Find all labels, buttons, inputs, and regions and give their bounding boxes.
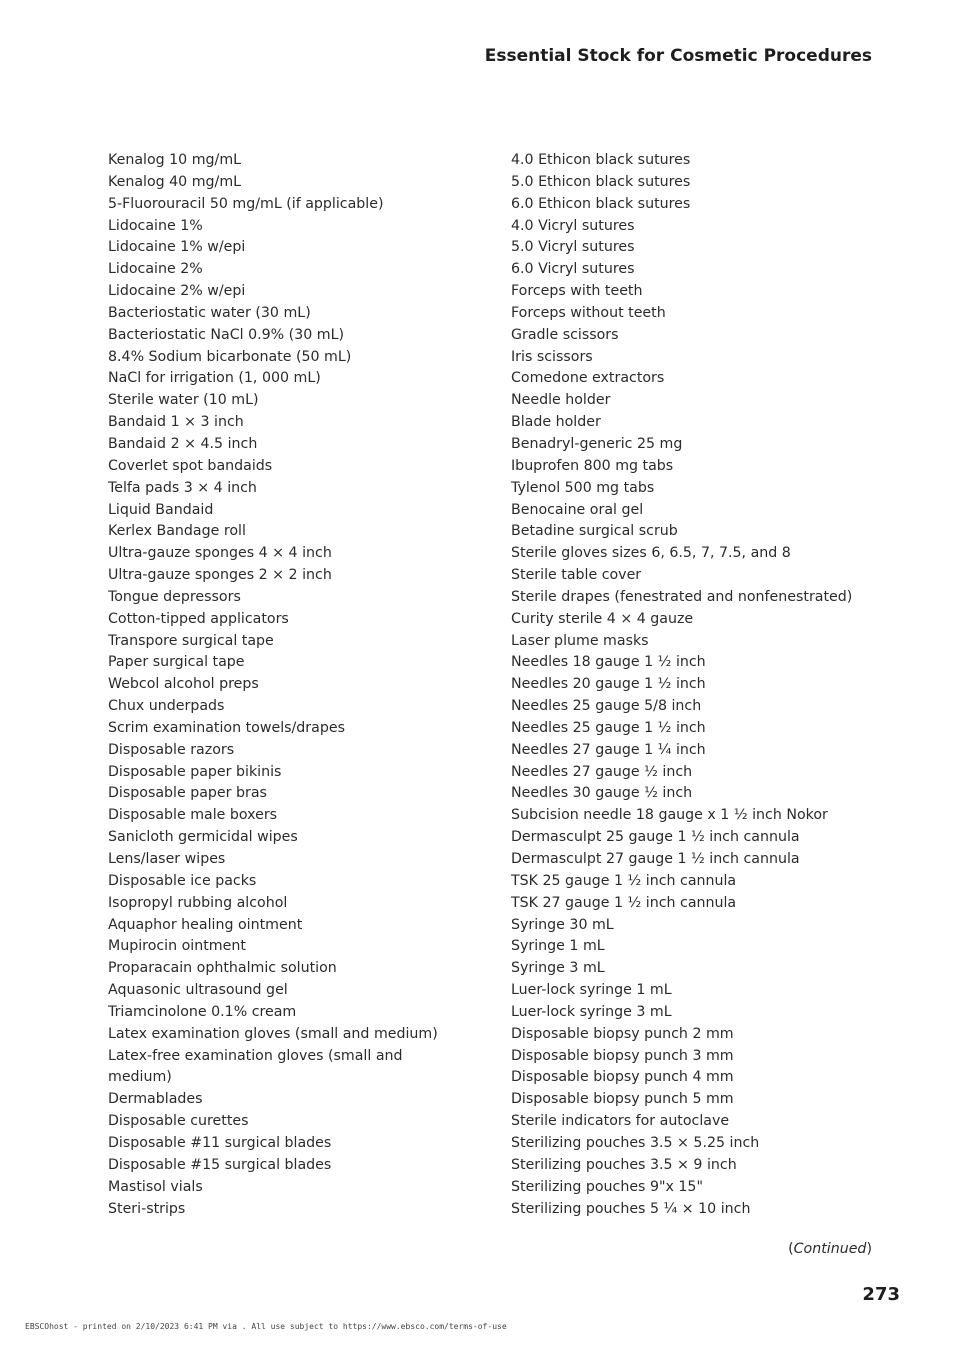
right-stock-list [511,150,871,1220]
list-item: Disposable biopsy punch 5 mm [511,1091,734,1108]
list-item: Lidocaine 1% w/epi [108,239,246,256]
list-item: Scrim examination towels/drapes [108,719,345,736]
list-item: Gradle scissors [511,326,619,343]
continued-note [788,1241,872,1257]
list-item: Sterile table cover [511,567,642,584]
list-item: Laser plume masks [511,632,649,649]
list-item: 4.0 Ethicon black sutures [511,152,691,168]
list-item: Tongue depressors [108,588,241,605]
list-item: Lidocaine 2% w/epi [108,283,246,300]
list-item: Benadryl-generic 25 mg [511,435,683,452]
list-item: Curity sterile 4 × 4 gauze [511,610,694,627]
list-item: Cotton-tipped applicators [108,610,289,627]
list-item: Kenalog 10 mg/mL [108,152,242,168]
list-item: Triamcinolone 0.1% cream [108,1003,297,1020]
list-item: Lens/laser wipes [108,851,226,867]
list-item: Chux underpads [108,698,225,715]
list-item: Disposable biopsy punch 2 mm [511,1025,734,1042]
list-item: medium) [108,1069,172,1086]
list-item: Syringe 3 mL [511,960,605,977]
list-item: Sterile indicators for autoclave [511,1113,730,1130]
list-item: Lidocaine 1% [108,217,203,234]
list-item: Sterile drapes (fenestrated and nonfenestrated) [511,588,853,605]
list-item: Syringe 30 mL [511,916,614,933]
list-item: TSK 27 gauge 1 ½ inch cannula [511,894,737,911]
list-item: Aquaphor healing ointment [108,916,303,933]
list-item: Sanicloth germicidal wipes [108,829,298,846]
list-item: Dermasculpt 27 gauge 1 ½ inch cannula [511,851,800,867]
running-header-title: Essential Stock for Cosmetic Procedures [484,46,872,66]
list-item: Needles 27 gauge ½ inch [511,763,693,780]
list-item: Paper surgical tape [108,654,245,671]
list-item: Mastisol vials [108,1178,203,1195]
list-item: Comedone extractors [511,370,665,387]
print-footer: EBSCOhost - printed on 2/10/2023 6:41 PM via . All use subject to https://www.ebsco.com/terms-of-use [25,1322,507,1331]
list-item: Syringe 1 mL [511,938,605,955]
list-item: 5-Fluorouracil 50 mg/mL (if applicable) [108,195,384,212]
list-item: Benocaine oral gel [511,501,644,518]
list-item: Ibuprofen 800 mg tabs [511,457,674,474]
list-item: Dermasculpt 25 gauge 1 ½ inch cannula [511,829,800,846]
list-item: Aquasonic ultrasound gel [108,982,288,999]
list-item: Subcision needle 18 gauge x 1 ½ inch Nokor [511,807,828,824]
list-item: Needles 18 gauge 1 ½ inch [511,654,706,671]
list-item: 6.0 Vicryl sutures [511,261,635,278]
list-item: Telfa pads 3 × 4 inch [108,479,257,496]
list-item: Disposable razors [108,741,235,758]
continued-word: Continued [793,1241,867,1257]
list-item: Bandaid 2 × 4.5 inch [108,435,258,452]
list-item: 8.4% Sodium bicarbonate (50 mL) [108,348,352,365]
list-item: Kerlex Bandage roll [108,523,246,540]
list-item: Forceps without teeth [511,304,666,321]
list-item: Disposable #11 surgical blades [108,1134,332,1151]
list-item: 5.0 Ethicon black sutures [511,173,691,190]
list-item: 6.0 Ethicon black sutures [511,195,691,212]
continued-close-paren: ) [866,1241,872,1257]
list-item: Disposable biopsy punch 3 mm [511,1047,734,1064]
list-item: Webcol alcohol preps [108,676,259,693]
list-item: Tylenol 500 mg tabs [511,479,655,496]
list-item: Dermablades [108,1091,203,1108]
list-item: TSK 25 gauge 1 ½ inch cannula [511,872,737,889]
list-item: Coverlet spot bandaids [108,457,273,474]
list-item: Bacteriostatic water (30 mL) [108,304,311,321]
list-item: Disposable male boxers [108,807,278,824]
list-item: Disposable #15 surgical blades [108,1156,332,1173]
list-item: Needles 25 gauge 1 ½ inch [511,719,706,736]
list-item: 5.0 Vicryl sutures [511,239,635,256]
list-item: Sterile gloves sizes 6, 6.5, 7, 7.5, and 8 [511,545,791,562]
list-item: Transpore surgical tape [108,632,274,649]
list-item: Bacteriostatic NaCl 0.9% (30 mL) [108,326,345,343]
list-item: Isopropyl rubbing alcohol [108,894,288,911]
list-item: Needles 20 gauge 1 ½ inch [511,676,706,693]
list-item: Sterilizing pouches 3.5 × 9 inch [511,1156,737,1173]
list-item: Liquid Bandaid [108,501,214,518]
list-item: Sterilizing pouches 3.5 × 5.25 inch [511,1134,760,1151]
list-item: Ultra-gauze sponges 4 × 4 inch [108,545,332,562]
list-item: Proparacain ophthalmic solution [108,960,337,977]
list-item: Sterilizing pouches 9"x 15" [511,1178,703,1195]
list-item: Blade holder [511,414,601,431]
list-item: Iris scissors [511,348,593,365]
list-item: Needle holder [511,392,611,409]
list-item: Sterile water (10 mL) [108,392,259,409]
list-item: Disposable paper bras [108,785,267,802]
list-item: Lidocaine 2% [108,261,203,278]
list-item: Bandaid 1 × 3 inch [108,414,244,431]
list-item: Ultra-gauze sponges 2 × 2 inch [108,567,332,584]
list-item: Mupirocin ointment [108,938,246,955]
left-stock-list [108,150,438,1220]
list-item: NaCl for irrigation (1, 000 mL) [108,370,321,387]
list-item: Steri-strips [108,1200,186,1217]
continued-open-paren: ( [788,1241,794,1257]
list-item: Latex-free examination gloves (small and [108,1047,403,1064]
list-item: Forceps with teeth [511,283,643,300]
list-item: Disposable ice packs [108,872,257,889]
list-item: Disposable paper bikinis [108,763,282,780]
list-item: 4.0 Vicryl sutures [511,217,635,234]
list-item: Betadine surgical scrub [511,523,678,540]
list-item: Luer-lock syringe 1 mL [511,982,672,999]
list-item: Kenalog 40 mg/mL [108,173,242,190]
page-number: 273 [862,1284,900,1305]
list-item: Sterilizing pouches 5 ¼ × 10 inch [511,1200,751,1217]
list-item: Needles 30 gauge ½ inch [511,785,693,802]
list-item: Disposable biopsy punch 4 mm [511,1069,734,1086]
list-item: Needles 25 gauge 5/8 inch [511,698,702,715]
list-item: Luer-lock syringe 3 mL [511,1003,672,1020]
list-item: Latex examination gloves (small and medium) [108,1025,438,1042]
list-item: Disposable curettes [108,1113,249,1130]
list-item: Needles 27 gauge 1 ¼ inch [511,741,706,758]
